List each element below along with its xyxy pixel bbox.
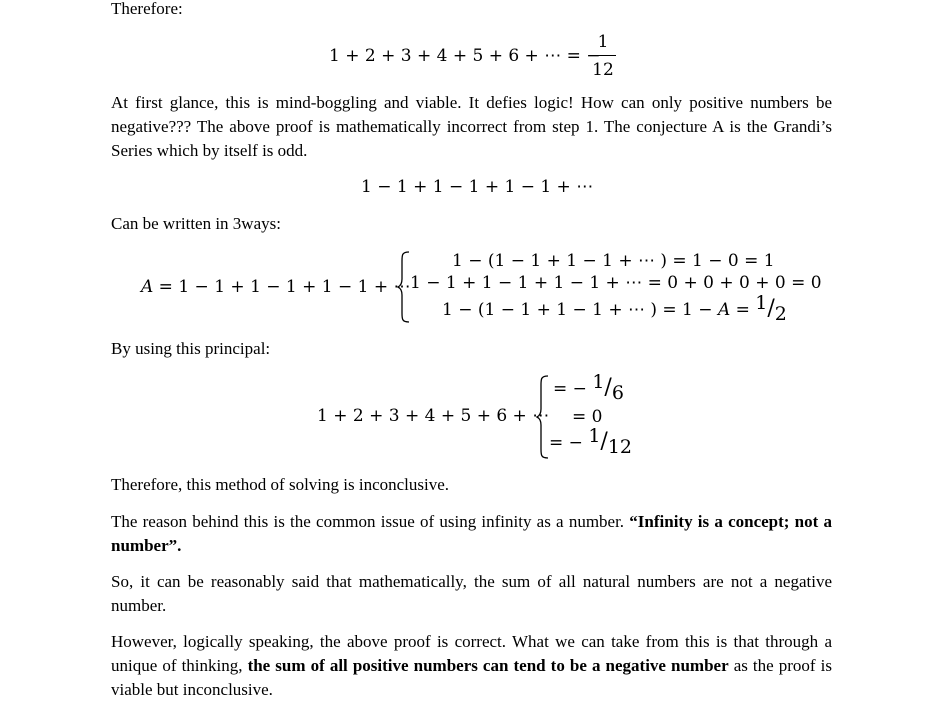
paragraph-conclusion-start: However, logically speaking, the above proof is correct. What we can take from this is that through a unique of thinking,: [111, 632, 832, 675]
paragraph-infinity-quote: “Infinity is a concept; not a number”.: [111, 512, 832, 555]
variable-a: A: [141, 277, 154, 297]
paragraph-inconclusive: Therefore, this method of solving is inconclusive.: [111, 475, 450, 494]
paragraph-natural-numbers: So, it can be reasonably said that mathematically, the sum of all natural numbers are not a negative number.: [111, 572, 832, 615]
fraction-numerator: 1: [597, 32, 609, 52]
equation-b-lhs: 1 + 2 + 3 + 4 + 5 + 6 + ⋯: [317, 406, 550, 426]
equals-sign: =: [730, 300, 756, 320]
equation-sum-naturals: [329, 46, 601, 66]
equation-a-series: = 1 − 1 + 1 − 1 + 1 − 1 + ⋯: [153, 277, 411, 297]
case-b-third: [549, 425, 633, 458]
paragraph-conclusion: [111, 630, 832, 702]
paragraph-infinity-text: The reason behind this is the common issue of using infinity as a number.: [111, 512, 630, 531]
principal-label: By using this principal:: [111, 339, 271, 358]
fraction-denominator: 12: [607, 436, 633, 458]
left-brace-icon: [397, 251, 411, 323]
case-a-third: [442, 292, 787, 325]
case-b-first-prefix: = −: [553, 379, 587, 399]
paragraph-infinity: [111, 510, 832, 558]
case-a-first: 1 − (1 − 1 + 1 − 1 + ⋯ ) = 1 − 0 = 1: [452, 251, 775, 271]
fraction-denominator: 12: [592, 60, 614, 80]
paragraph-conclusion-end: as the proof is viable but inconclusive.: [111, 656, 832, 699]
grandi-series: 1 − 1 + 1 − 1 + 1 − 1 + ⋯: [361, 177, 594, 197]
fraction-numerator: 1: [592, 371, 605, 393]
fraction-denominator: 2: [774, 303, 787, 325]
case-a-third-prefix: 1 − (1 − 1 + 1 − 1 + ⋯ ) = 1 −: [442, 300, 718, 320]
fraction-one-twelfth: [590, 31, 616, 81]
fraction-numerator: 1: [755, 292, 768, 314]
equation-a-lhs: [141, 277, 411, 297]
fraction-denominator: 6: [611, 382, 624, 404]
ways-label: Can be written in 3ways:: [111, 214, 281, 233]
case-b-third-prefix: = −: [549, 433, 583, 453]
fraction-bar: [590, 55, 616, 56]
equation-lhs: 1 + 2 + 3 + 4 + 5 + 6 + ⋯ = −: [329, 46, 601, 66]
slash-fraction-one-twelfth: 1/12: [588, 425, 633, 458]
left-brace-icon: [536, 375, 550, 459]
slash-fraction-one-half: 1/2: [755, 292, 787, 325]
therefore-label: Therefore:: [111, 0, 183, 18]
fraction-numerator: 1: [588, 425, 601, 447]
case-b-second: = 0: [572, 407, 603, 427]
variable-a: A: [717, 300, 731, 320]
paragraph-first-glance: At first glance, this is mind-boggling and viable. It defies logic! How can only positive numbers be negative??? The above proof is mathematically incorrect from step 1. The conjecture A is the Grandi’s Series which by itself is odd.: [111, 93, 832, 160]
case-a-second: 1 − 1 + 1 − 1 + 1 − 1 + ⋯ = 0 + 0 + 0 + 0 = 0: [410, 273, 822, 293]
slash-fraction-one-sixth: 1/6: [592, 371, 624, 404]
case-b-first: [553, 371, 624, 404]
paragraph-conclusion-bold: the sum of all positive numbers can tend to be a negative number: [247, 656, 729, 675]
